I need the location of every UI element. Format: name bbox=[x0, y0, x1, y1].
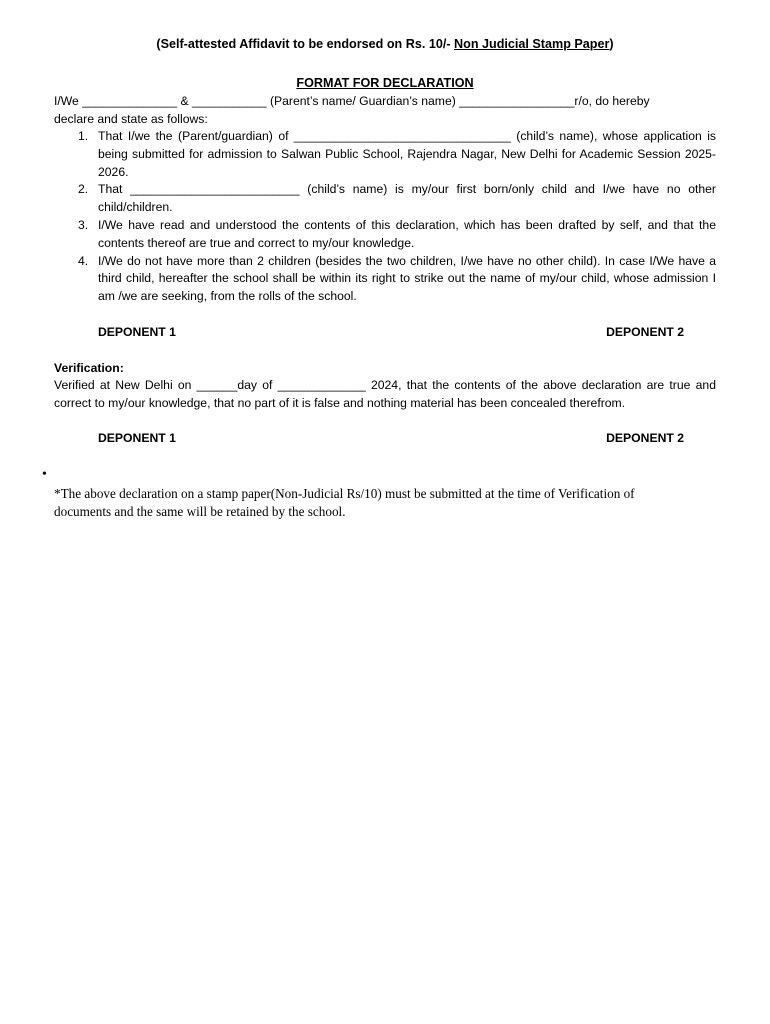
intro-line-2: declare and state as follows: bbox=[54, 111, 208, 126]
affidavit-header bbox=[0, 36, 770, 54]
header-stamp-paper: Non Judicial Stamp Paper bbox=[454, 37, 610, 51]
deponent-1-label: DEPONENT 1 bbox=[98, 325, 176, 339]
item-number: 3. bbox=[78, 217, 89, 232]
deponent-2-label: DEPONENT 2 bbox=[606, 325, 684, 339]
item-number: 1. bbox=[78, 129, 89, 143]
intro-line-1: I/We ______________ & ___________ (Parent’s name/ Guardian’s name) _________________r/o, do hereby bbox=[54, 94, 650, 108]
declaration-list bbox=[54, 128, 716, 306]
declaration-title: FORMAT FOR DECLARATION bbox=[296, 76, 474, 90]
header-prefix: (Self-attested Affidavit to be endorsed on Rs. 10/- bbox=[156, 37, 455, 51]
verification-heading: Verification: bbox=[54, 361, 124, 375]
item-text: I/We do not have more than 2 children (besides the two children, I/we have no other child). In case I/We have a third child, hereafter the school shall be within its right to strike out the name of my/our child, whose admission I am /we are seeking, from the rolls of the school. bbox=[98, 253, 716, 304]
verification-text: Verified at New Delhi on ______day of _____________ 2024, that the contents of the above declaration are true and correct to my/our knowledge, that no part of it is false and nothing material has been concealed therefrom. bbox=[54, 378, 716, 410]
item-text: That I/we the (Parent/guardian) of ________________________________ (child’s name), whose application is being submitted for admission to Salwan Public School, Rajendra Nagar, New Delhi for Academic Session 2025- 2026. bbox=[98, 129, 716, 179]
declaration-item bbox=[54, 181, 716, 217]
deponent-signatures-bottom bbox=[98, 430, 684, 448]
declaration-item bbox=[54, 217, 716, 253]
item-text: I/We have read and understood the contents of this declaration, which has been drafted by self, and that the contents thereof are true and correct to my/our knowledge. bbox=[98, 217, 716, 250]
footnote: *The above declaration on a stamp paper(Non-Judicial Rs/10) must be submitted at the time of Verification of documents and the same will be retained by the school. bbox=[54, 486, 635, 519]
declaration-item bbox=[54, 128, 716, 181]
item-text: That _________________________ (child’s name) is my/our first born/only child and I/we have no other child/children. bbox=[98, 182, 716, 215]
deponent-2-label: DEPONENT 2 bbox=[606, 431, 684, 445]
item-number: 2. bbox=[78, 182, 89, 197]
deponent-signatures-top bbox=[98, 324, 684, 342]
declaration-intro bbox=[54, 93, 716, 129]
item-number: 4. bbox=[78, 253, 89, 268]
bullet-mark: • bbox=[42, 467, 47, 482]
declaration-item bbox=[54, 253, 716, 306]
deponent-1-label: DEPONENT 1 bbox=[98, 431, 176, 445]
header-suffix: ) bbox=[609, 37, 614, 51]
